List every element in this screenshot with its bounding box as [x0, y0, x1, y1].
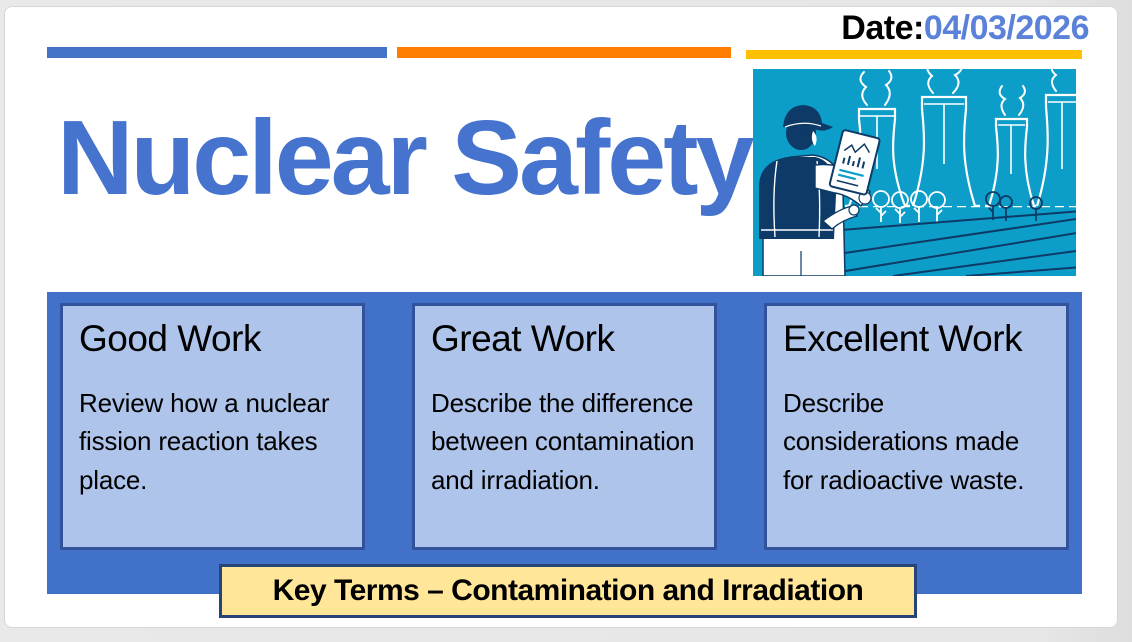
work-box-heading: Good Work: [79, 318, 261, 359]
work-box-great: [412, 303, 717, 550]
accent-bar-orange: [397, 47, 731, 58]
work-box-heading: Excellent Work: [783, 318, 1023, 359]
work-box-body: Review how a nuclear fission reaction takes place.: [79, 388, 330, 495]
nuclear-plant-illustration: [753, 69, 1076, 276]
work-box-heading: Great Work: [431, 318, 615, 359]
key-terms-label: Key Terms – Contamination and Irradiation: [272, 574, 864, 607]
page-title: Nuclear Safety: [57, 99, 752, 217]
date-line: [841, 9, 1089, 48]
work-boxes-container: [47, 292, 1082, 594]
work-box-body: Describe the difference between contamination and irradiation.: [431, 388, 695, 495]
accent-bar-yellow: [746, 50, 1082, 59]
work-box-excellent: [764, 303, 1069, 550]
work-box-body: Describe considerations made for radioactive waste.: [783, 388, 1025, 495]
date-label: Date:: [841, 9, 924, 47]
key-terms-banner: [219, 564, 917, 618]
slide-canvas: [4, 6, 1118, 628]
date-value: 04/03/2026: [923, 9, 1089, 47]
work-box-good: [60, 303, 365, 550]
accent-bar-blue: [47, 47, 387, 58]
